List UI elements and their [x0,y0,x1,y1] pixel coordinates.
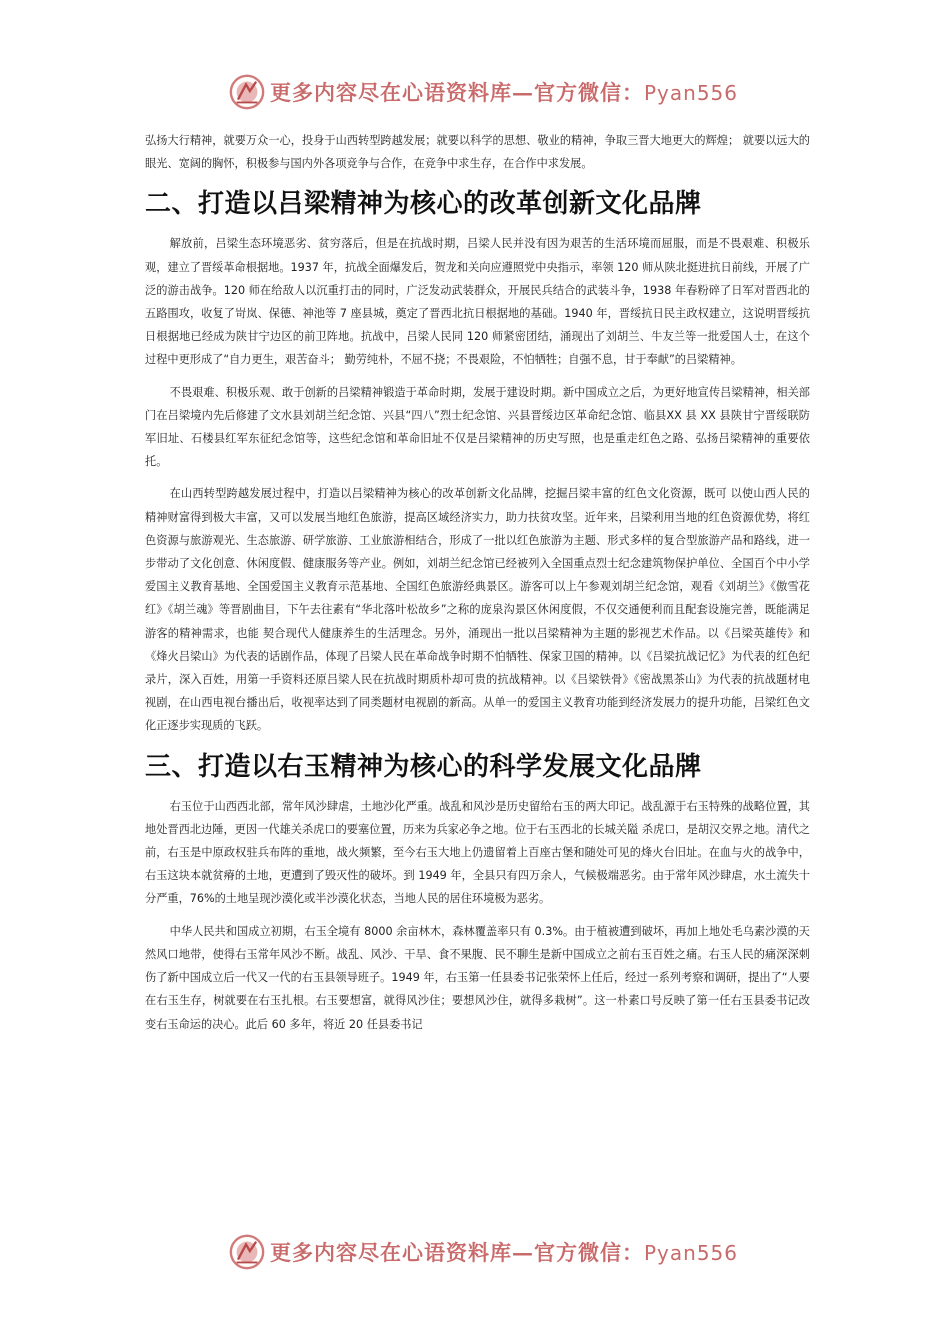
banner-text [270,77,738,107]
header-banner [228,72,739,112]
article-body [145,129,810,1036]
paragraph: 解放前，吕梁生态环境恶劣、贫穷落后，但是在抗战时期，吕梁人民并没有因为艰苦的生活环境而屈服，而是不畏艰难、积极乐观，建立了晋绥革命根据地。1937 年，抗战全面爆发后，贺龙和关向应遵照党中央指示，率领 120 师从陕北挺进抗日前线，开展了广泛的游击战争。120 师在给敌人以沉重打击的同时，广泛发动武装群众，开展民兵结合的武装斗争，1938 年春粉碎了日军对晋西北的五路围攻，收复了岢岚、保德、神池等 7 座县城，奠定了晋西北抗日根据地的基础。1940 年，晋绥抗日民主政权建立，这说明晋绥抗日根据地已经成为陕甘宁边区的前卫阵地。抗战中，吕梁人民同 120 师紧密团结，涌现出了刘胡兰、牛友兰等一批爱国人士，在这个过程中更形成了“自力更生，艰苦奋斗； 勤劳纯朴，不屈不挠；不畏艰险，不怕牺牲；自强不息，甘于奉献”的吕梁精神。 [145,237,810,367]
footer-banner [228,1232,739,1272]
section-heading: 三、打造以右玉精神为核心的科学发展文化品牌 [145,751,702,782]
banner-text-cn: 更多内容尽在心语资料库—官方微信： [270,1240,644,1265]
banner-wechat-id: Pyan556 [644,1241,739,1265]
paragraph: 弘扬大行精神，就要万众一心，投身于山西转型跨越发展；就要以科学的思想、敬业的精神，争取三晋大地更大的辉煌； 就要以远大的眼光、宽阔的胸怀，积极参与国内外各项竞争与合作，在竞争中求生存，在合作中求发展。 [145,134,810,171]
paragraph: 不畏艰难、积极乐观、敢于创新的吕梁精神锻造于革命时期，发展于建设时期。新中国成立之后，为更好地宣传吕梁精神，相关部门在吕梁境内先后修建了文水县刘胡兰纪念馆、兴县“四八”烈士纪念馆、兴县晋绥边区革命纪念馆、临县XX 县 XX 县陕甘宁晋绥联防军旧址、石楼县红军东征纪念馆等，这些纪念馆和革命旧址不仅是吕梁精神的历史写照，也是重走红色之路、弘扬吕梁精神的重要依托。 [145,385,810,469]
banner-wechat-id: Pyan556 [644,81,739,105]
seal-logo-icon [228,1233,266,1271]
section-heading: 二、打造以吕梁精神为核心的改革创新文化品牌 [145,189,702,220]
paragraph: 中华人民共和国成立初期，右玉全境有 8000 余亩林木，森林覆盖率只有 0.3%。由于植被遭到破坏，再加上地处毛乌素沙漠的天然风口地带，使得右玉常年风沙不断。战乱、风沙、干旱、食不果腹、民不聊生是新中国成立之前右玉百姓之痛。右玉人民的痛深深刺伤了新中国成立后一代又一代的右玉县领导班子。1949 年，右玉第一任县委书记张荣怀上任后，经过一系列考察和调研，提出了“人要在右玉生存，树就要在右玉扎根。右玉要想富，就得风沙住；要想风沙住，就得多栽树”。这一朴素口号反映了第一任右玉县委书记改变右玉命运的决心。此后 60 多年，将近 20 任县委书记 [145,924,810,1031]
paragraph: 在山西转型跨越发展过程中，打造以吕梁精神为核心的改革创新文化品牌，挖掘吕梁丰富的红色文化资源，既可 以使山西人民的精神财富得到极大丰富，又可以发展当地红色旅游，提高区域经济实力，助力扶贫攻坚。近年来，吕梁利用当地的红色资源优势，将红色资源与旅游观光、生态旅游、研学旅游、工业旅游相结合，形成了一批以红色旅游为主题、形式多样的复合型旅游产品和路线，进一步带动了文化创意、休闲度假、健康服务等产业。例如，刘胡兰纪念馆已经被列入全国重点烈士纪念建筑物保护单位、全国百个中小学爱国主义教育基地、全国爱国主义教育示范基地、全国红色旅游经典景区。游客可以上午参观刘胡兰纪念馆，观看《刘胡兰》《傲雪花红》《胡兰魂》等晋剧曲目，下午去往素有“华北落叶松故乡”之称的庞泉沟景区休闲度假，不仅交通便利而且配套设施完善，既能满足游客的精神需求，也能 契合现代人健康养生的生活理念。另外，涌现出一批以吕梁精神为主题的影视艺术作品。以《吕梁英雄传》和《烽火吕梁山》为代表的话剧作品，体现了吕梁人民在革命战争时期不怕牺牲、保家卫国的精神。以《吕梁抗战记忆》为代表的红色纪录片，深入百姓，用第一手资料还原吕梁人民在抗战时期质朴却可贵的抗战精神。以《吕梁铁骨》《密战黑茶山》为代表的抗战题材电视剧，在山西电视台播出后，收视率达到了同类题材电视剧的新高。从单一的爱国主义教育功能到经济发展力的提升功能，吕梁红色文化正逐步实现质的飞跃。 [145,487,810,733]
banner-text [270,1237,738,1267]
paragraph: 右玉位于山西西北部，常年风沙肆虐，土地沙化严重。战乱和风沙是历史留给右玉的两大印记。战乱源于右玉特殊的战略位置，其地处晋西北边陲，更因一代雄关杀虎口的要塞位置，历来为兵家必争之地。位于右玉西北的长城关隘 杀虎口，是胡汉交界之地。清代之前，右玉是中原政权驻兵布阵的重地，战火频繁，至今右玉大地上仍遗留着上百座古堡和随处可见的烽火台旧址。在血与火的战争中，右玉这块本就贫瘠的土地，更遭到了毁灭性的破坏。到 1949 年，全县只有四万余人，气候极端恶劣。由于常年风沙肆虐，水土流失十分严重，76%的土地呈现沙漠化或半沙漠化状态，当地人民的居住环境极为恶劣。 [145,799,810,906]
banner-text-cn: 更多内容尽在心语资料库—官方微信： [270,80,644,105]
seal-logo-icon [228,73,266,111]
